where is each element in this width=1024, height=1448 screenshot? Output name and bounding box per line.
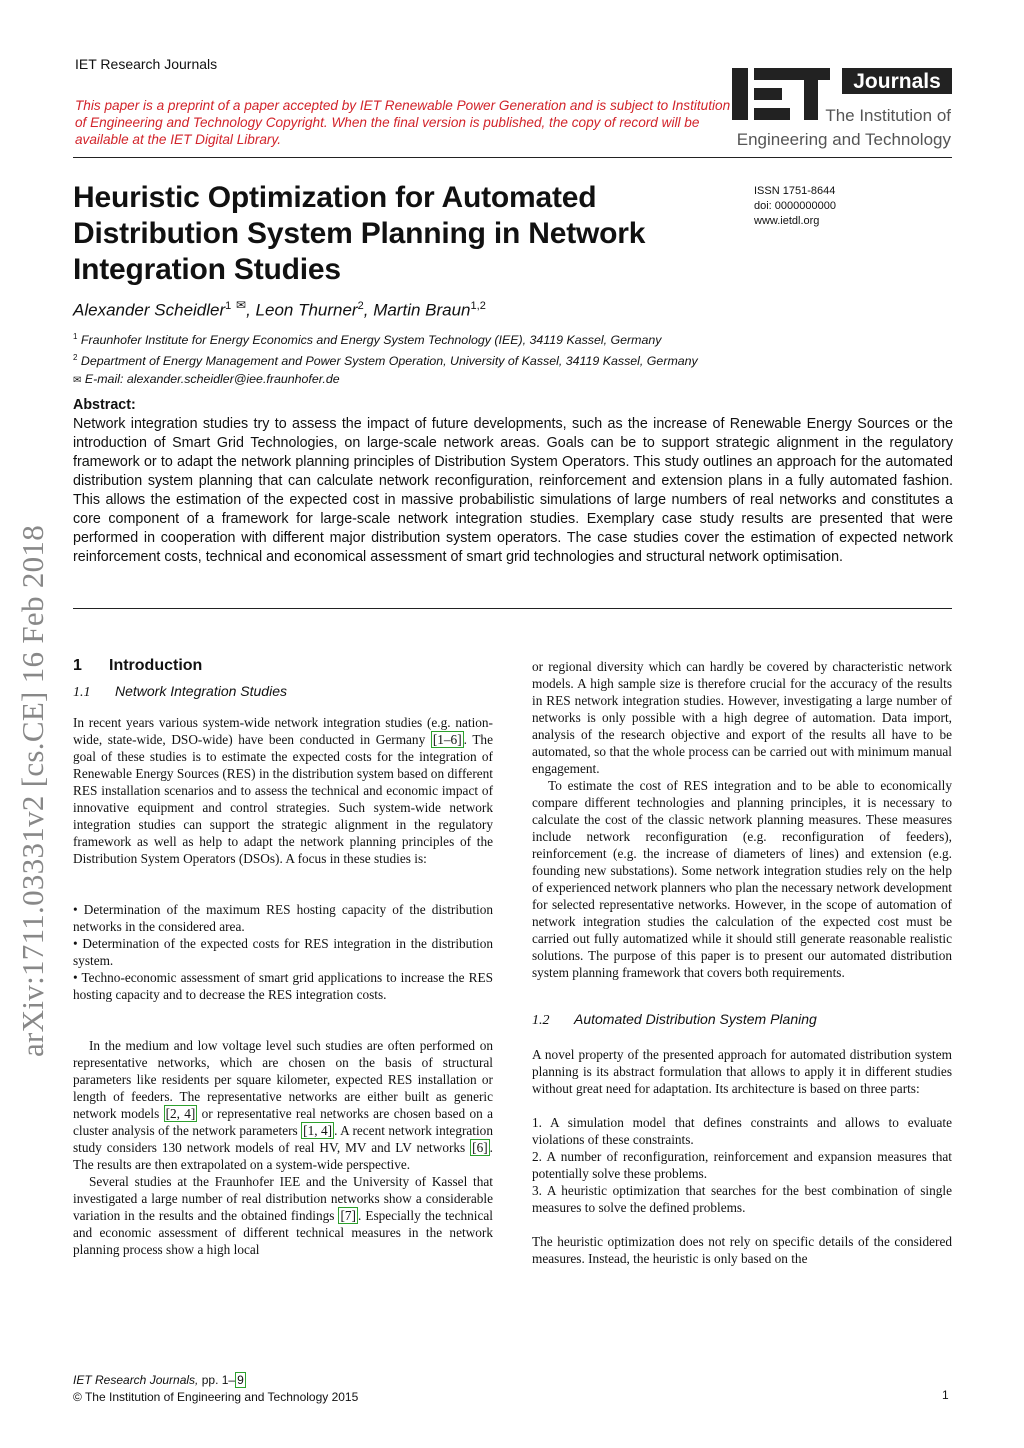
author-list: Alexander Scheidler$^1$ ✉, Leon Thurner$^2$, Martin Braun$^{1,2}$ [73,298,486,320]
citation-link[interactable]: [1–6] [432,732,462,747]
paragraph: To estimate the cost of RES integration and to be able to economically compare different technologies and planning principles, it is necessary to calculate the cost of the classic network planning measures. These measures include network reconfiguration (e.g. reconfiguration of feeders), reinforcement (e.g. the increase of diameters of lines) and extension (e.g. founding new substations). Some network integration studies rely on the help of experienced network planners who plan the necessary network development for selected representative networks. However, in the scope of automation of network integration studies the calculation of the expected cost must be carried out fully automatized while it should still generate reasonable realistic solutions. The purpose of this paper is to present our automated distribution system planning framework that covers both requirements. [532,778,952,980]
abstract-text: Network integration studies try to assess the impact of future developments, such as the increase of Renewable Energy Sources or the introduction of Smart Grid Technologies, on large-scale network areas. Goals can be to support strategic alignment in the regulatory framework or to adapt the network planning principles of Distribution System Operators. This study outlines an approach for the automated distribution system planning that can calculate network reconfiguration, reinforcement and extension plans in a fully automated fashion. This allows the estimation of the expected cost in massive probabilistic simulations of large numbers of real networks and constitutes a core component of a framework for large-scale network integration studies. Exemplary case study results are presented that were performed in cooperation with different major distribution system operators. The case studies cover the estimation of expected network reinforcement costs, technical and economical assessment of smart grid technologies and structural network optimisation. [73,416,953,565]
citation-link[interactable]: [6] [472,1140,488,1155]
citation-link[interactable]: [7] [340,1208,356,1223]
subsection-heading: 1.2 Automated Distribution System Planing [532,1011,817,1028]
abstract-heading: Abstract: [73,397,136,413]
right-column [532,658,952,1267]
paper-meta [754,184,836,229]
envelope-icon: ✉ [73,375,82,387]
list-item: • Determination of the expected costs for RES integration in the distribution system. [73,936,493,968]
affiliations: $^1$ Fraunhofer Institute for Energy Economics and Energy System Technology (IEE), 34119 Kassel, Germany $^2$ Department of Energy Management and Power System Operation, University of Kassel, 34119 Kassel, Germany ✉ E-mail: alexander.scheidler@iee.fraunhofer.de [73,332,698,387]
numbered-list [532,1114,952,1216]
preprint-notice: This paper is a preprint of a paper accepted by IET Renewable Power Generation and is subject to Institution of Engineering and Technology Copyright. When the final version is published, the copy of record will be available at the IET Digital Library. [75,98,731,147]
copyright-icon: © [73,1390,82,1404]
left-column [73,657,493,1258]
paper-title: Heuristic Optimization for Automated Distribution System Planning in Network Integration Studies [73,181,646,286]
email[interactable]: E-mail: alexander.scheidler@iee.fraunhofer.de [84,372,340,387]
list-item: • Determination of the maximum RES hosting capacity of the distribution networks in the considered area. [73,902,494,934]
subsection-heading: 1.1 Network Integration Studies [73,683,287,700]
header-divider [73,157,952,158]
paragraph: Several studies at the Fraunhofer IEE and the University of Kassel that investigated a large number of real distribution networks show a considerable variation in the results and the obtained findings [7] . Especially the technical and economic assessment of different technical measures in the network planning process show a high local [73,1174,493,1257]
page-number: 1 [942,1388,949,1402]
doi: doi: 0000000000 [754,200,836,212]
mail-icon: ✉ [236,298,247,312]
arxiv-stamp: arXiv:1711.03331v2 [cs.CE] 16 Feb 2018 [15,524,50,1057]
author-name: Martin Braun [373,300,471,320]
journal-url[interactable]: www.ietdl.org [754,215,820,227]
list-item: 1. A simulation model that defines constraints and allows to evaluate violations of these constraints. [532,1115,952,1147]
abstract-divider [73,608,952,609]
iet-logo [732,66,952,152]
issn: ISSN 1751-8644 [754,185,836,197]
paragraph: or regional diversity which can hardly be covered by characteristic network models. A high sample size is therefore crucial for the accuracy of the results in RES network integration studies. However, investigating a large number of networks is only possible with a high degree of automation. Data import, analysis of the research objective and export of the results all have to be automated, so that the whole process can be carried out with minimum manual engagement. [532,659,952,776]
author-name: Alexander Scheidler [73,300,226,320]
iet-mark [732,68,830,120]
paragraph: In recent years various system-wide network integration studies (e.g. nation-wide, state-wide, DSO-wide) have been conducted in Germany [1–6] . The goal of these studies is to estimate the expected costs for the integration of Renewable Energy Sources (RES) in the distribution system based on different RES installation scenarios and to assess the technical and economic impact of innovative equipment and control strategies. Such system-wide network integration studies can support the strategic alignment in the regulatory framework as well as help to adapt the network planning principles of the Distribution System Operators (DSOs). A focus in these studies is: [73,715,493,866]
logo-line2: Engineering and Technology [736,130,951,149]
paragraph: A novel property of the presented approach for automated distribution system planning is its abstract formulation that allows to apply it in different studies without great need for adaptation. Its architecture is based on three parts: [532,1047,952,1096]
author-name: Leon Thurner [255,300,358,320]
journal-name: IET Research Journals [75,56,218,72]
citation-link[interactable]: [2, 4] [165,1106,196,1121]
logo-line1: The Institution of [825,106,951,125]
section-heading: 1 Introduction [73,657,203,674]
citation-link[interactable]: [1, 4] [303,1123,333,1138]
page-range-link[interactable]: 9 [237,1373,244,1387]
bullet-list [73,901,493,1003]
paragraph: The heuristic optimization does not rely on specific details of the considered measures. Instead, the heuristic is only based on the [532,1234,952,1266]
paragraph: In the medium and low voltage level such studies are often performed on representative networks, which are chosen on the basis of structural parameters like residents per square kilometer, expected RES installation or length of feeders. The representative networks are either built as generic network models [2, 4] or representative real networks are chosen based on a cluster analysis of the network parameters [1, 4] . A recent network integration study considers 130 network models of real HV, MV and LV networks [6] . The results are then extrapolated on a system-wide perspective. [73,1038,493,1172]
footer: IET Research Journals, pp. 1– 9 © The Institution of Engineering and Technology 2015 [73,1373,359,1404]
list-item: • Techno-economic assessment of smart grid applications to increase the RES hosting capacity and to decrease the RES integration costs. [73,970,493,1002]
abstract [73,396,953,567]
list-item: 2. A number of reconfiguration, reinforcement and expansion measures that potentially solve these problems. [532,1149,952,1181]
journals-badge-text: Journals [853,70,941,93]
list-item: 3. A heuristic optimization that searches for the best combination of single measures to solve the defined problems. [532,1183,952,1215]
